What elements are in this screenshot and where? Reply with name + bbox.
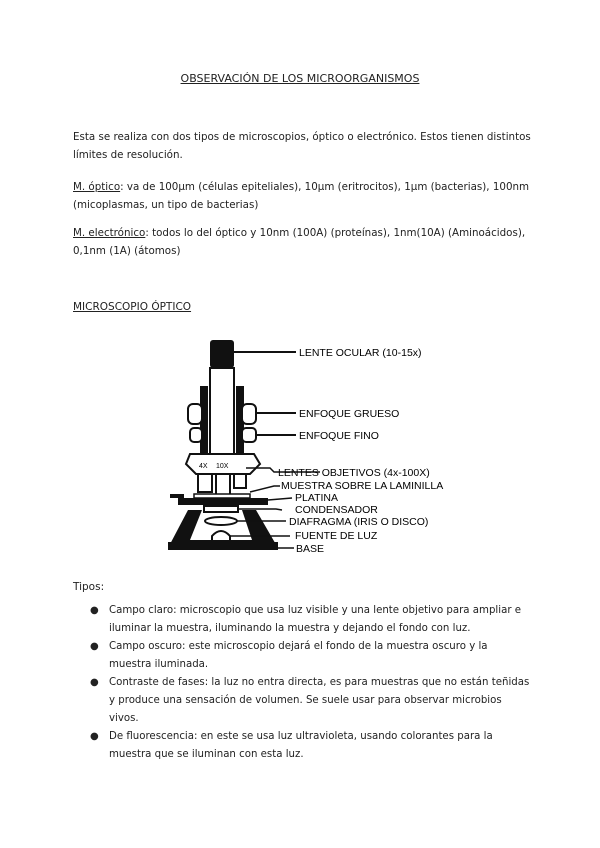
list-item: ● Campo oscuro: este microscopio dejará el fondo de la muestra oscuro y la muestra iluminada. bbox=[90, 641, 488, 670]
leader-platina bbox=[268, 498, 292, 500]
list-item: ● Contraste de fases: la luz no entra directa, es para muestras que no están teñidas y produce una sensación de volumen. Se suele usar para observar microbios vivos. bbox=[90, 677, 530, 724]
stage bbox=[178, 498, 268, 505]
stage-clip bbox=[170, 494, 184, 498]
tipos-label: Tipos: bbox=[73, 581, 105, 593]
arm bbox=[200, 386, 208, 464]
label-muestra: MUESTRA SOBRE LA LAMINILLA bbox=[281, 480, 444, 492]
list-item: ● De fluorescencia: en este se usa luz ultravioleta, usando colorantes para la muestra que se iluminan con esta luz. bbox=[90, 731, 493, 760]
label-fino: ENFOQUE FINO bbox=[299, 430, 379, 442]
electronico-text: : todos lo del óptico y 10nm (100A) (proteínas), 1nm(10A) (Aminoácidos), 0,1nm (1A) (átomos) bbox=[73, 227, 526, 257]
microscope-diagram bbox=[150, 334, 450, 556]
condenser bbox=[204, 506, 238, 512]
optico-label: M. óptico bbox=[73, 181, 121, 193]
coarse-knob-left bbox=[188, 404, 202, 424]
optico-paragraph bbox=[73, 178, 533, 214]
label-platina: PLATINA bbox=[295, 492, 338, 504]
arm-back bbox=[236, 386, 244, 464]
label-fuente: FUENTE DE LUZ bbox=[295, 530, 378, 542]
tipos-list bbox=[73, 602, 533, 764]
list-item: ● Campo claro: microscopio que usa luz visible y una lente objetivo para ampliar e iluminar la muestra, iluminando la muestra y dejando el fondo con luz. bbox=[90, 605, 522, 634]
electronico-paragraph bbox=[73, 224, 533, 260]
label-objetivos: LENTES OBJETIVOS (4x-100X) bbox=[278, 467, 430, 479]
body-tube bbox=[210, 368, 234, 454]
page-title: OBSERVACIÓN DE LOS MICROORGANISMOS bbox=[180, 72, 420, 85]
label-ocular: LENTE OCULAR (10-15x) bbox=[299, 347, 422, 359]
objective-2 bbox=[216, 474, 230, 496]
leader-condensador bbox=[238, 509, 282, 510]
label-base: BASE bbox=[296, 543, 325, 555]
fine-knob-right bbox=[242, 428, 256, 442]
fine-knob-left bbox=[190, 428, 202, 442]
objective-mark-4x: 4X bbox=[199, 463, 208, 470]
objective-1 bbox=[198, 474, 212, 492]
eyepiece bbox=[210, 340, 234, 368]
label-condensador: CONDENSADOR bbox=[295, 504, 378, 516]
label-grueso: ENFOQUE GRUESO bbox=[299, 408, 400, 420]
leader-muestra bbox=[250, 486, 280, 492]
label-diafragma: DIAFRAGMA (IRIS O DISCO) bbox=[289, 516, 429, 528]
electronico-label: M. electrónico bbox=[73, 227, 146, 239]
optico-text: : va de 100µm (células epiteliales), 10µm (eritrocitos), 1µm (bacterias), 100nm (micoplasmas, un tipo de bacterias) bbox=[73, 181, 530, 211]
slide bbox=[194, 494, 250, 498]
objective-mark-10x: 10X bbox=[216, 463, 229, 470]
base-bottom bbox=[168, 542, 278, 550]
coarse-knob-right bbox=[242, 404, 256, 424]
diaphragm bbox=[205, 517, 237, 525]
section-title: MICROSCOPIO ÓPTICO bbox=[73, 301, 192, 313]
objective-3 bbox=[234, 474, 246, 488]
intro-paragraph: Esta se realiza con dos tipos de microscopios, óptico o electrónico. Estos tienen distintos límites de resolución. bbox=[73, 131, 531, 161]
